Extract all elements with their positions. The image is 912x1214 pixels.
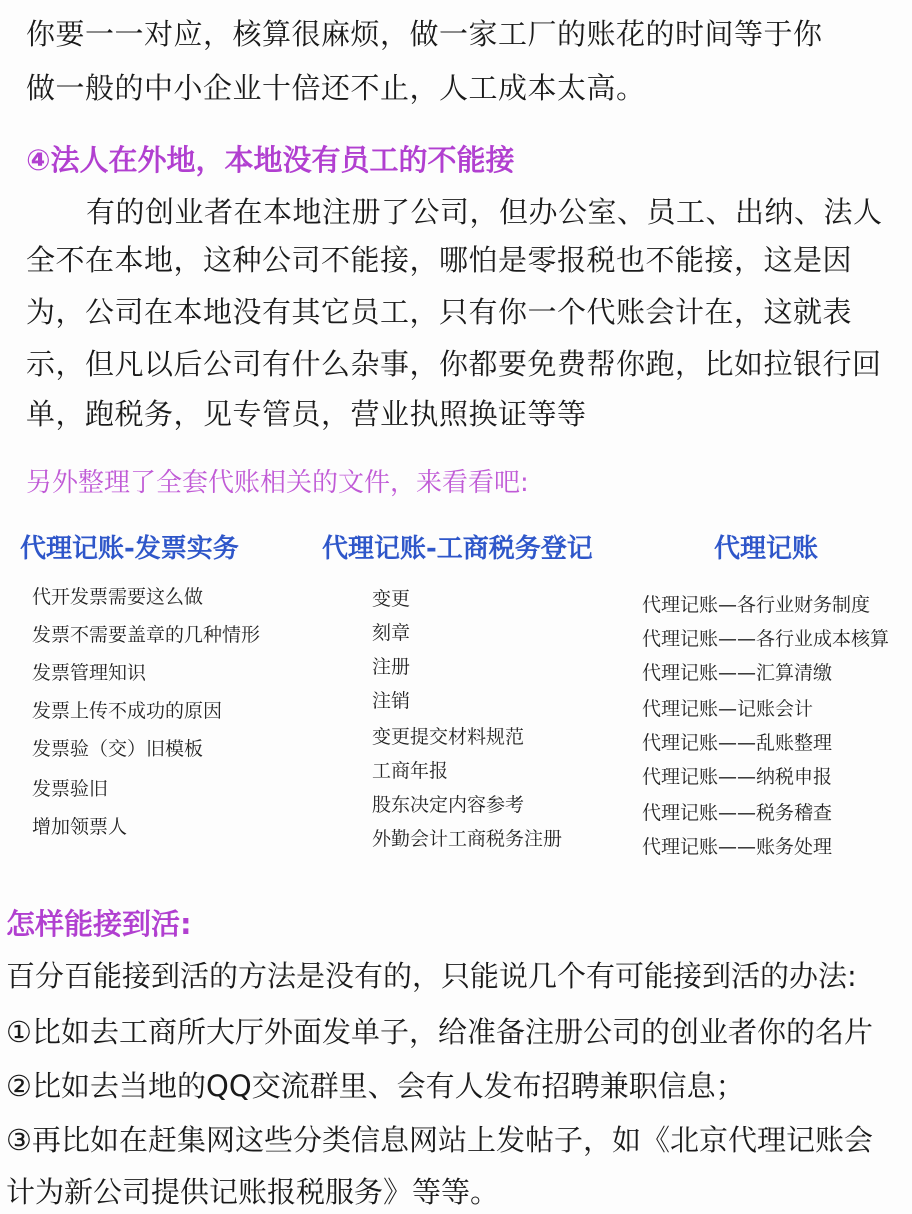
paragraph-line: 百分百能接到活的方法是没有的，只能说几个有可能接到活的办法: [6,959,857,993]
paragraph-line: ①比如去工商所大厅外面发单子，给准备注册公司的创业者你的名片 [6,1015,873,1049]
file-item: 代理记账——账务处理 [642,836,833,858]
column-title-invoice: 代理记账-发票实务 [20,534,239,564]
column-title-registration: 代理记账-工商税务登记 [322,534,593,564]
paragraph-line: 全不在本地，这种公司不能接，哪怕是零报税也不能接，这是因 [26,243,853,277]
file-item: 代开发票需要这么做 [32,586,204,608]
file-item: 增加领票人 [32,816,128,838]
file-item: 发票管理知识 [32,662,147,684]
file-item: 发票验旧 [32,778,109,800]
file-item: 注册 [372,656,411,678]
file-item: 代理记账——税务稽查 [642,802,833,824]
file-item: 外勤会计工商税务注册 [372,828,563,850]
file-item: 代理记账——纳税申报 [642,766,833,788]
paragraph-line: 计为新公司提供记账报税服务》等等。 [6,1175,500,1209]
file-item: 注销 [372,690,411,712]
intro-line: 做一般的中小企业十倍还不止，人工成本太高。 [26,71,646,105]
section-heading: ④法人在外地，本地没有员工的不能接 [26,143,515,177]
file-item: 代理记账——各行业成本核算 [642,628,890,650]
section-heading: 怎样能接到活: [6,907,192,941]
file-item: 代理记账——汇算清缴 [642,662,833,684]
files-lead: 另外整理了全套代账相关的文件，来看看吧: [26,468,529,498]
file-item: 刻章 [372,622,411,644]
file-item: 发票上传不成功的原因 [32,700,223,722]
file-item: 股东决定内容参考 [372,794,525,816]
paragraph-line: ③再比如在赶集网这些分类信息网站上发帖子，如《北京代理记账会 [6,1123,873,1157]
column-title-bookkeeping: 代理记账 [714,534,819,564]
file-item: 代理记账——乱账整理 [642,732,833,754]
intro-line: 你要一一对应，核算很麻烦，做一家工厂的账花的时间等于你 [26,17,823,51]
file-item: 代理记账—记账会计 [642,698,814,720]
paragraph-line: 示，但凡以后公司有什么杂事，你都要免费帮你跑，比如拉银行回 [26,347,882,381]
file-item: 发票不需要盖章的几种情形 [32,624,261,646]
file-item: 工商年报 [372,760,449,782]
paragraph-line: 有的创业者在本地注册了公司，但办公室、员工、出纳、法人 [86,195,883,229]
paragraph-line: 单，跑税务，见专管员，营业执照换证等等 [26,397,587,431]
file-item: 变更提交材料规范 [372,726,525,748]
paragraph-line: 为，公司在本地没有其它员工，只有你一个代账会计在，这就表 [26,295,853,329]
paragraph-line: ②比如去当地的QQ交流群里、会有人发布招聘兼职信息； [6,1069,745,1103]
file-item: 变更 [372,588,411,610]
file-item: 发票验（交）旧模板 [32,738,204,760]
file-item: 代理记账—各行业财务制度 [642,594,871,616]
